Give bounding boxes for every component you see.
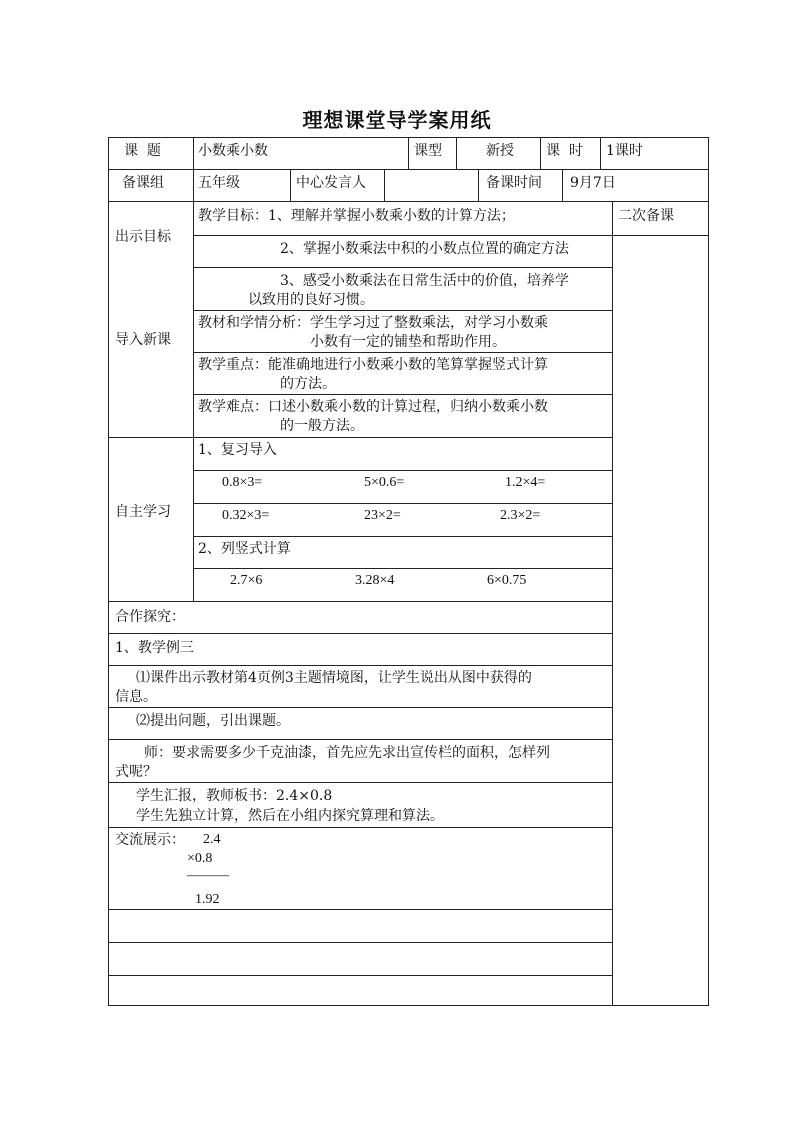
row-line [193, 394, 613, 395]
report-line-1: 学生汇报，教师板书：2.4×0.8 [136, 788, 333, 804]
hours-label: 课 时 [546, 143, 583, 159]
col-line [478, 169, 479, 201]
table-border-right [708, 137, 709, 1006]
difficulty-line-2: 的一般方法。 [280, 418, 364, 434]
date-value: 9月7日 [570, 175, 616, 191]
col-line [193, 137, 194, 201]
group-label: 备课组 [122, 175, 164, 191]
page-title: 理想课堂导学案用纸 [302, 108, 492, 132]
col-line [290, 169, 291, 201]
group-value: 五年级 [198, 175, 240, 191]
calc-top: 2.4 [203, 832, 221, 847]
row-line [108, 633, 613, 634]
goal-3-line-1: 3、感受小数乘法在日常生活中的价值，培养学 [280, 273, 569, 289]
exercise: 2.7×6 [230, 573, 263, 588]
col-line [456, 137, 457, 169]
exercise: 23×2= [364, 508, 401, 523]
row-line [108, 437, 613, 438]
vertical-calc-title: 2、列竖式计算 [198, 541, 291, 557]
subject-value: 小数乘小数 [198, 143, 268, 159]
key-point-line-1: 教学重点：能准确地进行小数乘小数的笔算掌握竖式计算 [198, 357, 548, 373]
row-line [193, 352, 613, 353]
analysis-line-1: 教材和学情分析：学生学习过了整数乘法，对学习小数乘 [198, 315, 548, 331]
analysis-line-2: 小数有一定的铺垫和帮助作用。 [310, 334, 506, 350]
step-2: ⑵提出问题，引出课题。 [136, 713, 290, 729]
col-line [408, 137, 409, 169]
row-line [108, 665, 613, 666]
row-line [108, 601, 613, 602]
row-line [108, 909, 613, 910]
goal-2: 2、掌握小数乘法中积的小数点位置的确定方法 [280, 241, 569, 257]
teacher-line-2: 式呢？ [115, 764, 157, 780]
exercise: 3.28×4 [355, 573, 395, 588]
goal-1: 教学目标：1、理解并掌握小数乘小数的计算方法； [198, 208, 515, 224]
example-title: 1、教学例三 [115, 640, 194, 656]
row-line [108, 827, 613, 828]
row-line [193, 503, 613, 504]
row-line [108, 739, 613, 740]
exercise: 0.8×3= [222, 475, 263, 490]
col-line [193, 201, 194, 601]
secondary-prep-label: 二次备课 [618, 208, 674, 224]
col-line [540, 137, 541, 169]
report-line-2: 学生先独立计算，然后在小组内探究算理和算法。 [136, 808, 444, 824]
difficulty-line-1: 教学难点：口述小数乘小数的计算过程，归纳小数乘小数 [198, 399, 548, 415]
row-line [193, 267, 613, 268]
row-line [193, 568, 613, 569]
exercise: 5×0.6= [364, 475, 405, 490]
exercise: 2.3×2= [500, 508, 541, 523]
subject-label: 课 题 [124, 143, 161, 159]
date-label: 备课时间 [486, 175, 542, 191]
exercise: 1.2×4= [505, 475, 546, 490]
row-line [108, 782, 613, 783]
row-line [108, 707, 613, 708]
type-label: 课型 [414, 143, 442, 159]
calc-rule: ——— [187, 868, 229, 883]
row-line [108, 201, 709, 202]
intro-section-label: 导入新课 [115, 332, 171, 348]
explore-heading: 合作探究： [115, 609, 185, 625]
col-line [600, 137, 601, 169]
table-border-bottom [108, 1005, 709, 1006]
row-line [193, 536, 613, 537]
row-line [193, 310, 613, 311]
calc-result: 1.92 [195, 892, 220, 907]
exercise: 0.32×3= [222, 508, 270, 523]
col-line [612, 201, 613, 1006]
goal-3-line-2: 以致用的良好习惯。 [248, 292, 374, 308]
type-value: 新授 [486, 143, 514, 159]
key-point-line-2: 的方法。 [280, 376, 336, 392]
calc-multiplier: ×0.8 [187, 851, 213, 866]
hours-value: 1课时 [606, 143, 643, 159]
speaker-label: 中心发言人 [296, 175, 366, 191]
row-line [108, 975, 613, 976]
row-line [108, 169, 709, 170]
share-label: 交流展示： [115, 832, 185, 848]
review-title: 1、复习导入 [198, 442, 277, 458]
col-line [562, 169, 563, 201]
row-line [193, 235, 709, 236]
row-line [108, 942, 613, 943]
self-study-section-label: 自主学习 [115, 504, 171, 520]
table-border-left [108, 137, 109, 1006]
step-1-line-1: ⑴课件出示教材第4页例3主题情境图，让学生说出从图中获得的 [136, 670, 532, 686]
goals-section-label: 出示目标 [115, 229, 171, 245]
row-line [193, 470, 613, 471]
col-line [384, 169, 385, 201]
exercise: 6×0.75 [487, 573, 527, 588]
teacher-line-1: 师：要求需要多少千克油漆，首先应先求出宣传栏的面积，怎样列 [144, 745, 550, 761]
step-1-line-2: 信息。 [115, 689, 157, 705]
